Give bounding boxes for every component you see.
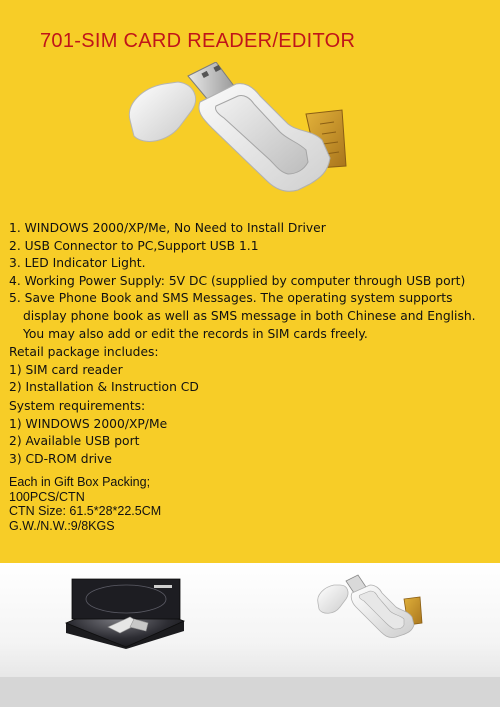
packing-info [9,475,161,533]
packing-line: CTN Size: 61.5*28*22.5CM [9,504,162,519]
retail-item: 1) SIM card reader [9,362,123,377]
gift-box-photo [64,575,186,649]
product-gallery [0,563,500,707]
retail-heading: Retail package includes: [9,345,159,359]
feature-item: 3. LED Indicator Light. [9,256,146,271]
feature-item: 5. Save Phone Book and SMS Messages. The operating system supports display phone book as well as SMS message in both Chinese and English. You may also add or edit the records in SIM cards freely. [9,291,476,341]
requirement-item: 2) Available USB port [9,434,140,449]
requirement-item: 3) CD-ROM drive [9,451,112,466]
sim-reader-photo [120,62,360,212]
feature-list [9,220,495,343]
system-requirements [9,398,495,468]
footer-band [0,677,500,707]
page-title: 701-SIM CARD READER/EDITOR [40,30,356,52]
packing-line: 100PCS/CTN [9,489,85,504]
packing-line: Each in Gift Box Packing; [9,475,151,489]
feature-item: 4. Working Power Supply: 5V DC (supplied by computer through USB port) [9,273,466,288]
sim-reader-thumbnail [312,573,432,643]
feature-item: 2. USB Connector to PC,Support USB 1.1 [9,238,259,253]
requirement-item: 1) WINDOWS 2000/XP/Me [9,416,168,431]
requirements-heading: System requirements: [9,399,146,413]
feature-item: 1. WINDOWS 2000/XP/Me, No Need to Install Driver [9,221,326,235]
retail-item: 2) Installation & Instruction CD [9,380,199,395]
retail-package [9,344,495,397]
packing-line: G.W./N.W.:9/8KGS [9,518,115,533]
